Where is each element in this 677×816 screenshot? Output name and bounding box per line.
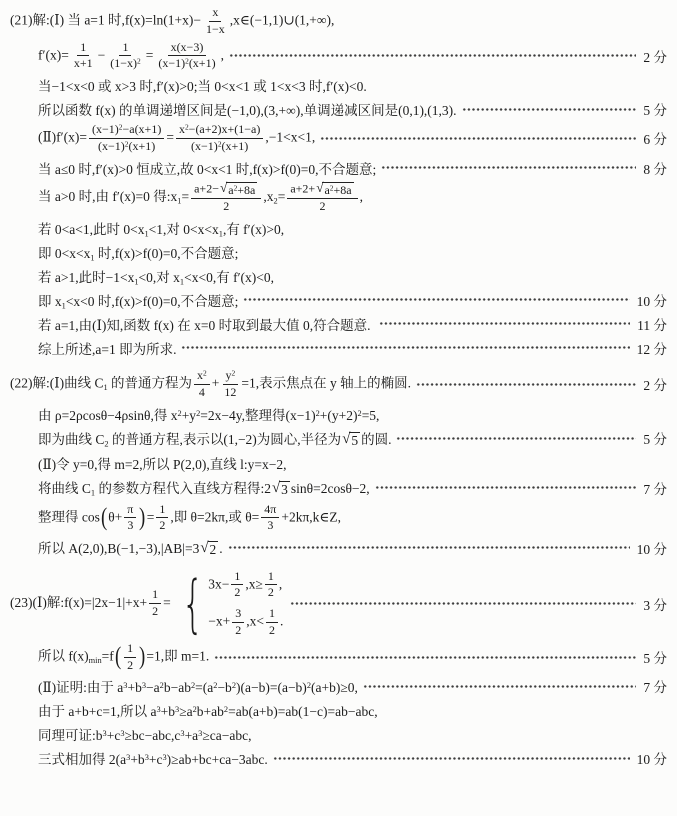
formula-text: 即 $0<x<x_1$ 时,f(x)>f(0)=0,不合题意; xyxy=(38,245,239,263)
radicand: 2 xyxy=(209,542,217,558)
superscript: 2 xyxy=(159,681,164,691)
fraction xyxy=(261,503,279,534)
subscript: 1 xyxy=(177,196,182,206)
radical-icon: √ xyxy=(200,540,209,557)
formula-text: 若 a>1,此时$-1<x_1<0$,对 $x_1<x<0$,有 f′(x)<0, xyxy=(38,269,274,287)
subscript: 1 xyxy=(218,229,223,239)
solution-line xyxy=(10,676,667,696)
fraction-denominator: 4 xyxy=(198,384,205,399)
solution-line xyxy=(10,700,667,720)
superscript: 2 xyxy=(177,408,182,418)
subscript: 1 xyxy=(61,301,66,311)
solution-line xyxy=(10,404,667,424)
superscript: 2 xyxy=(223,705,229,715)
superscript: 2 xyxy=(124,139,129,149)
fraction xyxy=(265,570,277,601)
fraction xyxy=(155,41,218,72)
radicand: 3 xyxy=(281,482,288,498)
big-parentheses xyxy=(100,503,147,534)
solution-line xyxy=(10,537,667,559)
subscript: min xyxy=(88,655,102,665)
dotted-leader xyxy=(181,346,629,349)
formula-text: 若 0<a<1,此时 $0<x_1<1$,对 $0<x<x_1$,有 f′(x)>0, xyxy=(38,221,285,239)
fraction-numerator: x(x−3) xyxy=(168,41,207,57)
superscript: 2 xyxy=(196,408,201,418)
superscript: 2 xyxy=(306,681,311,691)
score-label: 8 分 xyxy=(643,161,667,177)
score-label: 10 分 xyxy=(636,293,667,309)
case-row: −x+ $\frac{3}{2}$ ,x< $\frac{1}{2}$ . xyxy=(208,606,284,638)
paren-content xyxy=(122,642,138,673)
subscript: 2 xyxy=(104,439,109,449)
superscript: 2 xyxy=(357,408,362,418)
score-label: 5 分 xyxy=(643,432,667,448)
solution-line xyxy=(10,503,667,534)
fraction-numerator: 1 xyxy=(124,642,136,658)
score-label: 6 分 xyxy=(643,132,667,148)
dotted-leader xyxy=(214,656,636,659)
dotted-leader xyxy=(228,546,630,549)
case-row: 3x− $\frac{1}{2}$ ,x≥ $\frac{1}{2}$ , xyxy=(208,568,283,600)
score-label: 10 分 xyxy=(636,752,667,768)
formula-text: 所以函数 f(x) 的单调递增区间是(−1,0),(3,+∞),单调递减区间是(0,1),(1,3). xyxy=(38,103,457,119)
superscript: 2 xyxy=(231,681,236,691)
formula-text: 即为曲线 $C_2$ 的普通方程,表示以(1,−2)为圆心,半径为 √ 5 的圆. xyxy=(38,430,392,449)
square-root xyxy=(272,481,290,498)
fraction-numerator: 1 xyxy=(231,570,243,586)
fraction-denominator: x+1 xyxy=(73,56,93,71)
dotted-leader xyxy=(379,322,630,325)
solution-line xyxy=(10,338,667,358)
score-label: 11 分 xyxy=(637,317,667,333)
superscript: 2 xyxy=(315,408,320,418)
fraction-numerator: 4π xyxy=(261,503,279,519)
fraction-denominator: 2 xyxy=(127,657,134,672)
big-parentheses xyxy=(114,642,147,673)
fraction-denominator: 2 xyxy=(319,199,326,214)
superscript: 3 xyxy=(102,729,107,739)
paren-content: θ+ $\frac{\pi}{3}$ xyxy=(108,503,138,534)
fraction-denominator: 2 xyxy=(159,518,166,533)
subscript: 1 xyxy=(179,277,185,287)
left-paren-icon: ( xyxy=(100,503,108,531)
fraction-numerator: 1 xyxy=(265,570,277,586)
formula-text: 将曲线 $C_1$ 的参数方程代入直线方程得:2 √ 3 sinθ=2cosθ−2, xyxy=(38,480,370,498)
radicand: $a^2+8a$ xyxy=(228,182,256,197)
fraction xyxy=(194,369,210,400)
solution-line xyxy=(10,6,667,37)
solution-line xyxy=(10,158,667,178)
score-label: 5 分 xyxy=(643,103,667,119)
fraction-numerator: x xyxy=(209,6,221,22)
superscript: 3 xyxy=(175,705,180,715)
fraction xyxy=(287,179,357,214)
superscript: 2 xyxy=(184,122,189,132)
solution-line xyxy=(10,242,667,262)
fraction xyxy=(176,123,263,154)
formula-text: 同理可证$:b^3+c^3\ge bc-abc,c^3+a^3\ge ca-abc$, xyxy=(38,728,252,744)
superscript: 3 xyxy=(180,729,185,739)
solution-line xyxy=(10,99,667,119)
superscript: 3 xyxy=(156,705,161,715)
solution-line xyxy=(10,369,667,400)
score-label: 2 分 xyxy=(643,49,667,65)
fraction-denominator: $(1-x)^2$ xyxy=(110,56,141,71)
score-label: 7 分 xyxy=(643,481,667,497)
fraction xyxy=(89,123,164,154)
fraction-numerator: 1 xyxy=(149,588,161,604)
fraction-denominator: $(x-1)^2(x+1)$ xyxy=(98,138,156,153)
superscript: 3 xyxy=(162,753,167,763)
fraction-denominator: 2 xyxy=(152,604,159,619)
superscript: 3 xyxy=(144,753,149,763)
fraction xyxy=(231,570,243,601)
fraction xyxy=(107,41,143,72)
superscript: 2 xyxy=(233,183,238,193)
radical-icon: √ xyxy=(271,480,281,497)
right-paren-icon: ) xyxy=(139,643,146,671)
solution-line xyxy=(10,75,667,95)
solution-line xyxy=(10,218,667,238)
fraction-numerator: 3 xyxy=(232,607,244,623)
score-label: 10 分 xyxy=(636,541,667,557)
dotted-leader xyxy=(396,437,636,440)
fraction-numerator: 1 xyxy=(77,41,89,57)
superscript: 3 xyxy=(123,681,128,691)
solution-line xyxy=(10,314,667,334)
fraction xyxy=(71,41,96,72)
fraction-denominator: 1−x xyxy=(206,21,225,36)
formula-text: (Ⅱ)f′(x)= $\frac{(x-1)^2-a(x+1)}{(x-1)^2(x+1)}$ = $\frac{x^2-(a+2)x+(1-a)}{(x-1)^2(x+1)}$ ,−1<x<1, xyxy=(38,122,316,153)
solution-line xyxy=(10,290,667,310)
solution-line xyxy=(10,748,667,768)
fraction-denominator: $(x-1)^2(x+1)$ xyxy=(158,56,216,71)
subscript: 1 xyxy=(90,253,95,263)
fraction-denominator: 2 xyxy=(234,585,241,600)
subscript: 1 xyxy=(90,488,96,498)
fraction xyxy=(124,503,136,534)
superscript: 2 xyxy=(203,368,207,378)
solution-line xyxy=(10,566,667,640)
score-label: 5 分 xyxy=(643,651,667,667)
superscript: 3 xyxy=(141,681,147,691)
dotted-leader xyxy=(462,108,637,111)
fraction xyxy=(191,179,261,214)
fraction-denominator: 2 xyxy=(268,623,275,638)
subscript: 2 xyxy=(273,196,278,206)
subscript: 1 xyxy=(103,382,108,392)
fraction-numerator: 1 xyxy=(156,503,168,519)
fraction-denominator: 3 xyxy=(127,518,134,533)
formula-text: (21)解:(Ⅰ) 当 a=1 时,f(x)=ln(1+x)− $\frac{x}{1-x}$ ,x∈(−1,1)∪(1,+∞), xyxy=(10,5,335,36)
solution-line xyxy=(10,428,667,450)
score-label: 12 分 xyxy=(636,341,667,357)
case-rows xyxy=(208,570,283,638)
fraction xyxy=(203,6,228,37)
formula-text: 由于 a+b+c=1,所以 $a^3+b^3\ge a^2b+ab^2=ab(a+b)=ab(1-c)=ab-abc$, xyxy=(38,704,378,720)
dotted-leader xyxy=(416,383,636,386)
fraction-denominator: 2 xyxy=(223,199,230,214)
formula-text: 若 a=1,由(Ⅰ)知,函数 f(x) 在 x=0 时取到最大值 0,符合题意. xyxy=(38,317,374,333)
fraction-numerator: 1 xyxy=(119,41,131,57)
formula-text: 由 ρ=2ρcosθ−4ρsinθ,得 $x^2+y^2=2x-4y$,整理得$(x-1)^2+(y+2)^2=5$, xyxy=(38,407,380,423)
fraction xyxy=(266,607,278,638)
subscript: 1 xyxy=(134,277,139,287)
superscript: 2 xyxy=(231,368,236,378)
superscript: 2 xyxy=(118,122,123,132)
square-root xyxy=(342,432,360,449)
solution-line xyxy=(10,41,667,72)
fraction-numerator: $y^2$ xyxy=(223,369,239,385)
formula-text: 当 a>0 时,由 f′(x)=0 得$:x_1=$ a+2− √ $a^2+8a$ 2 $,x_2=$ a+2+ √ $a^2+8a$ 2 , xyxy=(38,179,363,214)
solution-line xyxy=(10,642,667,673)
superscript: 2 xyxy=(329,183,334,193)
square-root xyxy=(200,541,218,558)
solution-line xyxy=(10,266,667,286)
formula-text: 当−1<x<0 或 x>3 时,f′(x)>0;当 0<x<1 或 1<x<3 时,f′(x)<0. xyxy=(38,79,367,95)
superscript: 2 xyxy=(185,56,189,66)
solution-line xyxy=(10,123,667,154)
formula-text: (22)解:(Ⅰ)曲线 $C_1$ 的普通方程为 $\frac{x^2}{4}$ + $\frac{y^2}{12}$ =1,表示焦点在 y 轴上的椭圆. xyxy=(10,367,411,399)
superscript: 2 xyxy=(190,681,196,691)
fraction-numerator: a+2− √ $a^2+8a$ xyxy=(191,182,261,199)
superscript: 2 xyxy=(136,56,141,66)
dotted-leader xyxy=(375,486,637,489)
right-paren-icon: ) xyxy=(139,503,146,531)
subscript: 1 xyxy=(144,229,149,239)
solution-line xyxy=(10,477,667,499)
formula-text: 当 a≤0 时,f′(x)>0 恒成立,故 0<x<1 时,f(x)>f(0)=0,不合题意; xyxy=(38,161,377,177)
fraction xyxy=(156,503,168,534)
superscript: 2 xyxy=(217,139,222,149)
dotted-leader xyxy=(363,685,636,688)
formula-text: 所以 $f(x)_{min}=f$ ( $\frac{1}{2}$ ) =1,即 m=1. xyxy=(38,640,210,672)
piecewise-cases xyxy=(173,566,284,640)
superscript: 2 xyxy=(192,705,197,715)
fraction-numerator: a+2+ √ $a^2+8a$ xyxy=(287,182,357,199)
radical-icon: √ xyxy=(219,179,228,195)
fraction-numerator: 1 xyxy=(266,607,278,623)
fraction-numerator: π xyxy=(124,503,136,519)
fraction xyxy=(149,588,161,619)
dotted-leader xyxy=(320,137,636,140)
dotted-leader xyxy=(381,166,636,169)
formula-text: 所以 A(2,0),B(−1,−3),|AB|=3 √ 2 . xyxy=(38,540,223,558)
solution-line xyxy=(10,453,667,473)
formula-text: (Ⅱ)令 y=0,得 m=2,所以 P(2,0),直线 l:y=x−2, xyxy=(38,457,287,473)
fraction-denominator: $(x-1)^2(x+1)$ xyxy=(191,138,249,153)
formula-text: 即 $x_1<x<0$ 时,f(x)>f(0)=0,不合题意; xyxy=(38,293,239,311)
dotted-leader xyxy=(229,54,636,57)
fraction-numerator: $(x-1)^2-a(x+1)$ xyxy=(89,123,164,139)
score-label: 2 分 xyxy=(643,378,667,394)
superscript: 3 xyxy=(120,729,125,739)
fraction-numerator: $x^2$ xyxy=(194,369,210,385)
left-brace-icon: { xyxy=(181,566,204,640)
fraction-denominator: 2 xyxy=(267,585,274,600)
formula-text: (23)(Ⅰ)解:f(x)=|2x−1|+x+ $\frac{1}{2}$ = { 3x− $\frac{1}{2}$ ,x≥ $\frac{1}{2}$ , −x+ $\frac{3}{2}$ ,x< $\frac{1}{2}$ . xyxy=(10,566,284,640)
fraction-denominator: 2 xyxy=(235,623,242,638)
fraction xyxy=(221,369,239,400)
dotted-leader xyxy=(273,757,630,760)
fraction xyxy=(124,642,136,673)
fraction-denominator: 3 xyxy=(267,518,274,533)
radical-icon: √ xyxy=(342,430,351,447)
formula-text: 整理得 cos ( θ+ $\frac{\pi}{3}$ ) = $\frac{1}{2}$ ,即 θ=2kπ,或 θ= $\frac{4\pi}{3}$ +2kπ,k∈Z, xyxy=(38,501,342,533)
radicand: 5 xyxy=(351,432,359,448)
dotted-leader xyxy=(243,298,629,301)
score-label: 7 分 xyxy=(643,680,667,696)
fraction-numerator: $x^2-(a+2)x+(1-a)$ xyxy=(176,123,263,139)
fraction xyxy=(232,607,244,638)
formula-text: (Ⅱ)证明:由于 $a^3+b^3-a^2b-ab^2=(a^2-b^2)(a-b)=(a-b)^2(a+b)\ge 0$, xyxy=(38,680,358,696)
score-label: 3 分 xyxy=(643,597,667,613)
dotted-leader xyxy=(290,602,636,605)
solution-line xyxy=(10,179,667,214)
formula-text: 综上所述,a=1 即为所求. xyxy=(38,341,177,357)
radicand: $a^2+8a$ xyxy=(324,182,352,197)
superscript: 2 xyxy=(213,681,218,691)
radical-icon: √ xyxy=(316,179,324,195)
superscript: 3 xyxy=(198,729,203,739)
formula-text: f′(x)= $\frac{1}{x+1}$ − $\frac{1}{(1-x)^2}$ = $\frac{x(x-3)}{(x-1)^2(x+1)}$ , xyxy=(38,39,224,71)
fraction-denominator: 12 xyxy=(224,384,237,399)
left-paren-icon: ( xyxy=(114,643,122,671)
formula-text: 三式相加得 $2(a^3+b^3+c^3)\ge ab+bc+ca-3abc$. xyxy=(38,752,268,768)
superscript: 3 xyxy=(126,753,131,763)
solution-line xyxy=(10,724,667,744)
